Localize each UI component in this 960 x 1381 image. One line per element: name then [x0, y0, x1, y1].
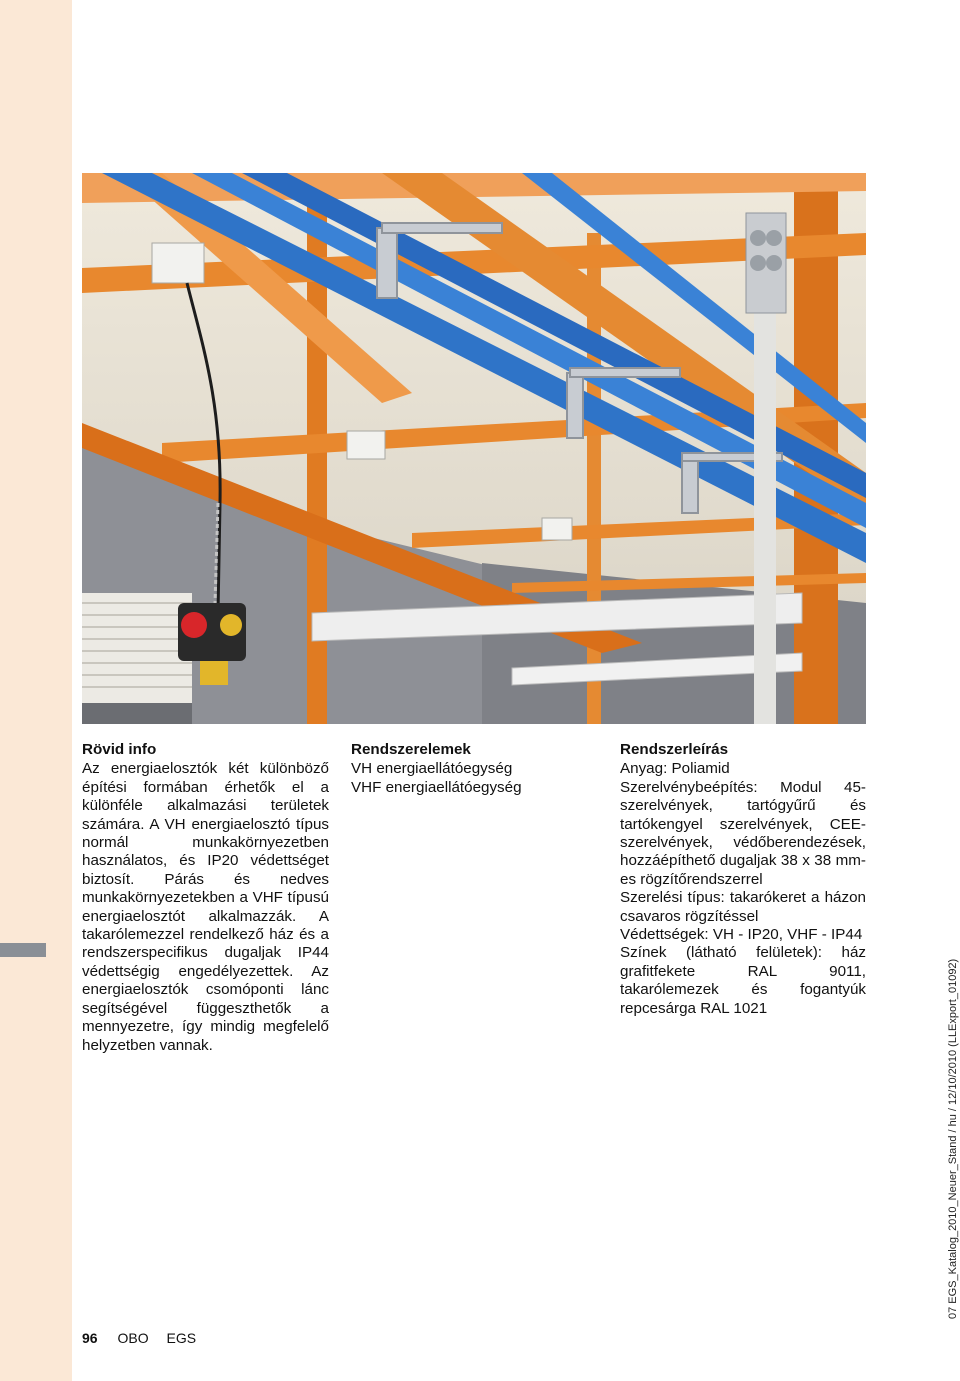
section-tab-marker: [0, 943, 46, 957]
system-description-heading: Rendszerleírás: [620, 741, 729, 758]
short-info-heading: Rövid info: [82, 741, 157, 758]
page-footer: [82, 1329, 196, 1347]
system-components-heading: Rendszerelemek: [351, 741, 471, 758]
mounting-line: Szerelési típus: takarókeret a házon csavaros rögzítéssel: [620, 889, 866, 925]
page-margin-band: [0, 0, 72, 1381]
material-line: Anyag: Poliamid: [620, 760, 730, 778]
footer-brand: OBO: [117, 1330, 149, 1346]
protection-line: Védettségek: VH - IP20, VHF - IP44: [620, 926, 863, 944]
system-components-column: [351, 741, 601, 797]
footer-section: EGS: [166, 1330, 197, 1346]
fittings-line: Szerelvénybeépítés: Modul 45-szerelvények, tartógyűrű és tartókengyel szerelvények, CEE-szerelvények, védőberendezések, hozzáépíthető dugaljak 38 x 38 mm-es rögzítőrendszerrel: [620, 778, 866, 888]
short-info-column: [82, 741, 329, 1055]
page-number: 96: [82, 1330, 98, 1346]
vertical-export-label: 07 EGS_Katalog_2010_Neuer_Stand / hu / 12/10/2010 (LLExport_01092): [947, 958, 959, 1319]
colors-line: Színek (látható felületek): ház grafitfekete RAL 9011, takarólemezek és fogantyúk repcesárga RAL 1021: [620, 944, 866, 1017]
short-info-body: Az energiaelosztók két különböző építési formában érhetők el a különféle alkalmazási területek számára. A VH energiaelosztó típus normál munkakörnyezetben használatos, és IP20 védettséget biztosít. Párás és nedves munkakörnyezetekben a VHF típusú energiaelosztót alkalmazzák. A takarólemezzel rendelkező ház és a rendszerspecifikus dugaljak IP44 védettségig engedélyezettek. Az energiaelosztók csomóponti lánc segítségével függeszthetők a mennyezetre, így mindig megfelelő helyzetben vannak.: [82, 760, 329, 1054]
product-photo: [82, 173, 866, 724]
system-description-column: [620, 741, 866, 1018]
component-item: VH energiaellátóegység: [351, 760, 513, 778]
ceiling-installation-illustration: [82, 173, 866, 724]
component-item: VHF energiaellátóegység: [351, 778, 522, 796]
